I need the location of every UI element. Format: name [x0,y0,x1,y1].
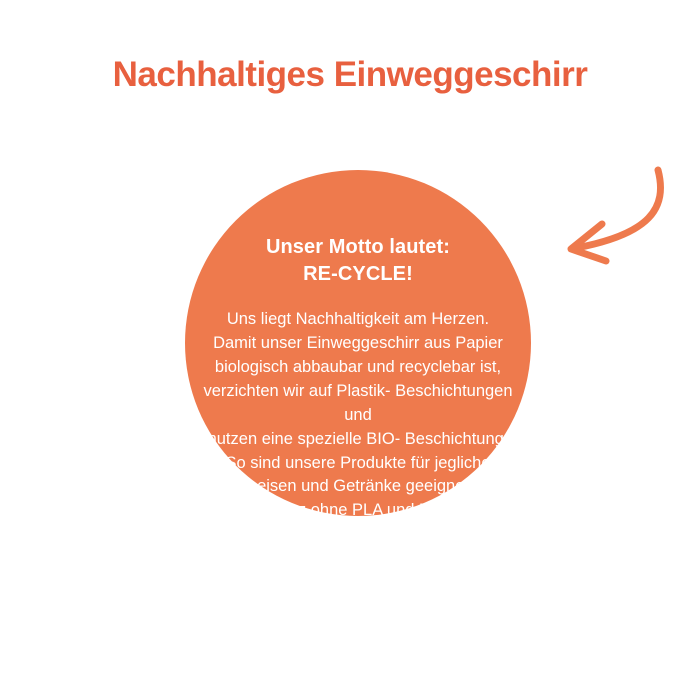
motto-heading [266,234,450,288]
motto-heading-line-2: RE-CYCLE! [303,263,413,285]
motto-heading-line-1: Unser Motto lautet: [265,236,451,258]
motto-body-line: Für eine nachhaltigere [275,525,441,544]
motto-body-text [193,308,523,571]
page-title: Nachhaltiges Einweggeschirr [112,55,588,94]
curved-arrow-icon [540,160,670,280]
motto-body-line: Uns liegt Nachhaltigkeit am Herzen. [226,310,490,328]
motto-body-line: biologisch abbaubar und recyclebar ist, [214,357,502,376]
motto-body-line: Kreislaufwirtschaft! [288,549,428,568]
motto-body-line: nutzen eine spezielle BIO- Beschichtung. [207,429,509,448]
motto-body-line: ganz ohne PLA und PE. [270,501,446,520]
motto-circle [185,170,531,568]
motto-body-line: verzichten wir auf Plastik- Beschichtungen und [203,381,513,424]
motto-body-line: Damit unser Einweggeschirr aus Papier [213,333,503,352]
motto-body-line: Speisen und Getränke geeignet - [236,477,480,496]
motto-body-line: So sind unsere Produkte für jegliche [225,453,491,472]
motto-circle-content [185,170,531,568]
